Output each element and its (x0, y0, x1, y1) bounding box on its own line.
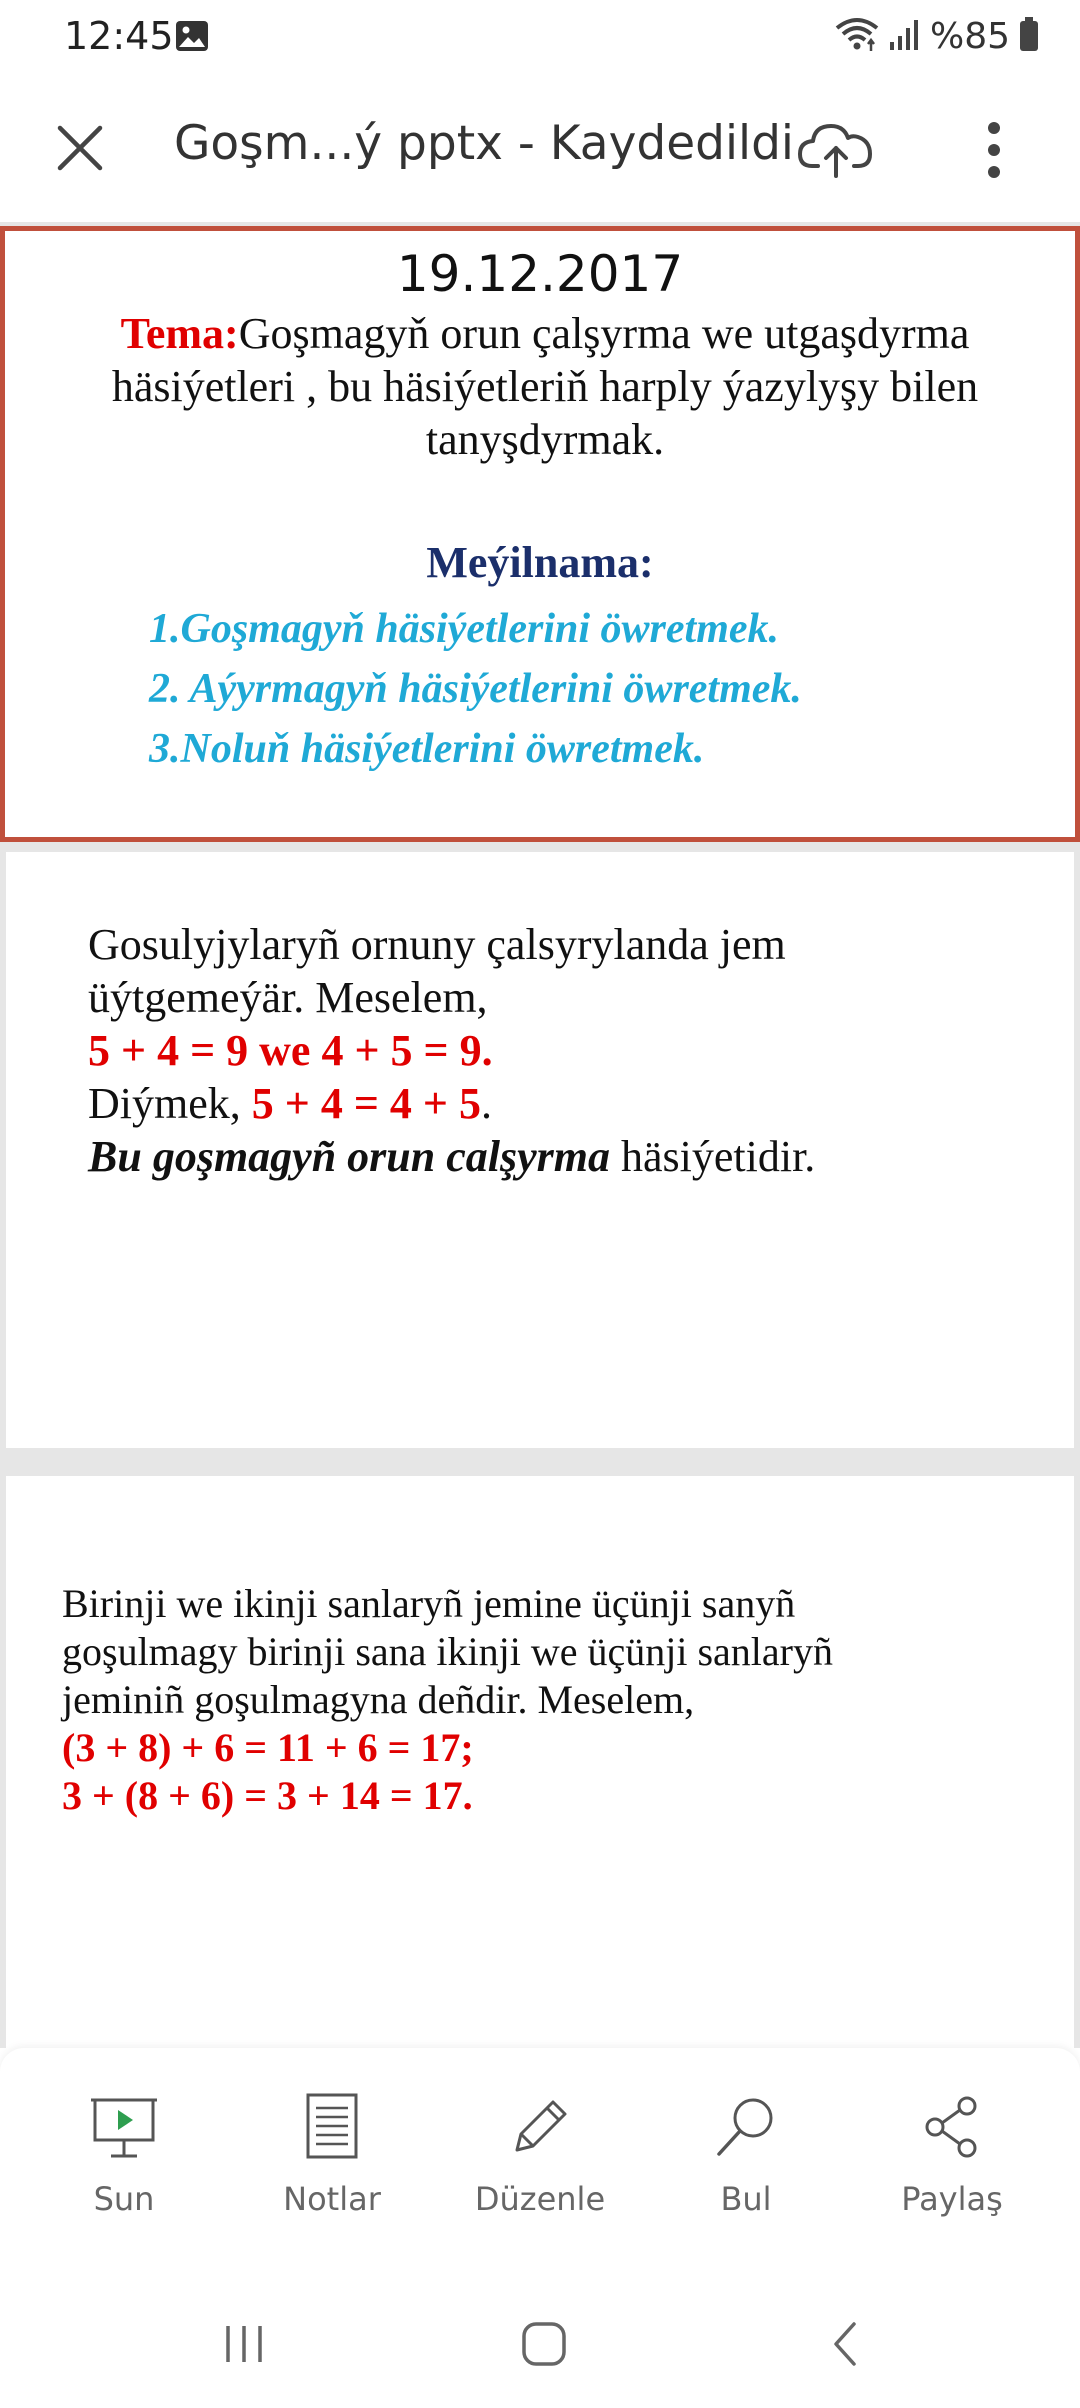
plan-item: 1.Goşmagyň häsiýetlerini öwretmek. (149, 606, 779, 652)
pencil-icon (450, 2092, 630, 2162)
battery-icon (1018, 16, 1040, 57)
search-icon (656, 2092, 836, 2162)
notes-icon (242, 2092, 422, 2162)
plan-heading: Meýilnama: (426, 538, 654, 587)
text-fragment: Diýmek, (88, 1079, 252, 1128)
close-icon[interactable] (44, 112, 116, 184)
battery-percent: %85 (929, 16, 1010, 57)
navigation-bar (0, 2278, 1080, 2408)
text-line (88, 1130, 1048, 1183)
find-label: Bul (720, 2180, 772, 2218)
topic-label: Tema: (120, 309, 239, 358)
text-line (88, 1077, 1048, 1130)
slide-3[interactable] (6, 1476, 1074, 2048)
edit-button[interactable] (450, 2092, 630, 2242)
slide-text (62, 1580, 1062, 1820)
share-button[interactable] (862, 2092, 1042, 2242)
find-button[interactable] (656, 2092, 836, 2242)
example-line: (3 + 8) + 6 = 11 + 6 = 17; (62, 1725, 474, 1770)
plan-item: 2. Aýyrmagyň häsiýetlerini öwretmek. (149, 666, 802, 712)
present-button[interactable] (34, 2092, 214, 2242)
example-fragment: 5 + 4 = 4 + 5 (251, 1079, 481, 1128)
slide-2[interactable] (6, 852, 1074, 1448)
document-title: Goşm...ý pptx - Kaydedildi (174, 116, 794, 171)
text-line: Gosulyjylaryñ ornuny çalsyrylanda jem (88, 920, 786, 969)
text-line: üýtgemeýär. Meselem, (88, 973, 488, 1022)
signal-icon (888, 16, 922, 57)
plan-list (149, 599, 802, 779)
example-line: 5 + 4 = 9 we 4 + 5 = 9. (88, 1026, 493, 1075)
bottom-toolbar (0, 2048, 1080, 2278)
notes-label: Notlar (283, 2180, 381, 2218)
text-line: jeminiñ goşulmagyna deñdir. Meselem, (62, 1677, 695, 1722)
text-fragment: . (480, 1079, 492, 1128)
back-icon[interactable] (806, 2314, 886, 2374)
edit-label: Düzenle (474, 2180, 606, 2218)
share-label: Paylaş (901, 2180, 1003, 2218)
slide-topic (105, 307, 985, 466)
notes-button[interactable] (242, 2092, 422, 2242)
recents-icon[interactable] (204, 2314, 284, 2374)
home-icon[interactable] (504, 2314, 584, 2374)
topic-text: Goşmagyň orun çalşyrma we utgaşdyrma häsiýetleri , bu häsiýetleriň harply ýazylyşy bilen tanyşdyrmak. (111, 309, 979, 464)
app-bar (0, 80, 1080, 222)
example-line: 3 + (8 + 6) = 3 + 14 = 17. (62, 1773, 473, 1818)
text-line: Birinji we ikinji sanlaryñ jemine üçünji sanyñ (62, 1581, 796, 1626)
cloud-upload-icon[interactable] (796, 108, 876, 188)
slide-list[interactable] (0, 222, 1080, 2048)
more-vert-icon[interactable] (966, 110, 1022, 190)
plan-item: 3.Noluň häsiýetlerini öwretmek. (149, 726, 705, 772)
text-line: goşulmagy birinji sana ikinji we üçünji sanlaryñ (62, 1629, 833, 1674)
property-name: Bu goşmagyñ orun calşyrma (88, 1132, 610, 1181)
slide-text (88, 918, 1048, 1183)
image-icon (174, 18, 210, 59)
share-icon (862, 2092, 1042, 2162)
status-time: 12:45 (64, 14, 174, 58)
slide-1[interactable] (0, 226, 1080, 842)
status-bar (0, 0, 1080, 80)
slide-date: 19.12.2017 (396, 245, 684, 303)
present-icon (34, 2092, 214, 2162)
wifi-icon (834, 14, 880, 59)
present-label: Sun (93, 2180, 155, 2218)
text-fragment: häsiýetidir. (609, 1132, 816, 1181)
